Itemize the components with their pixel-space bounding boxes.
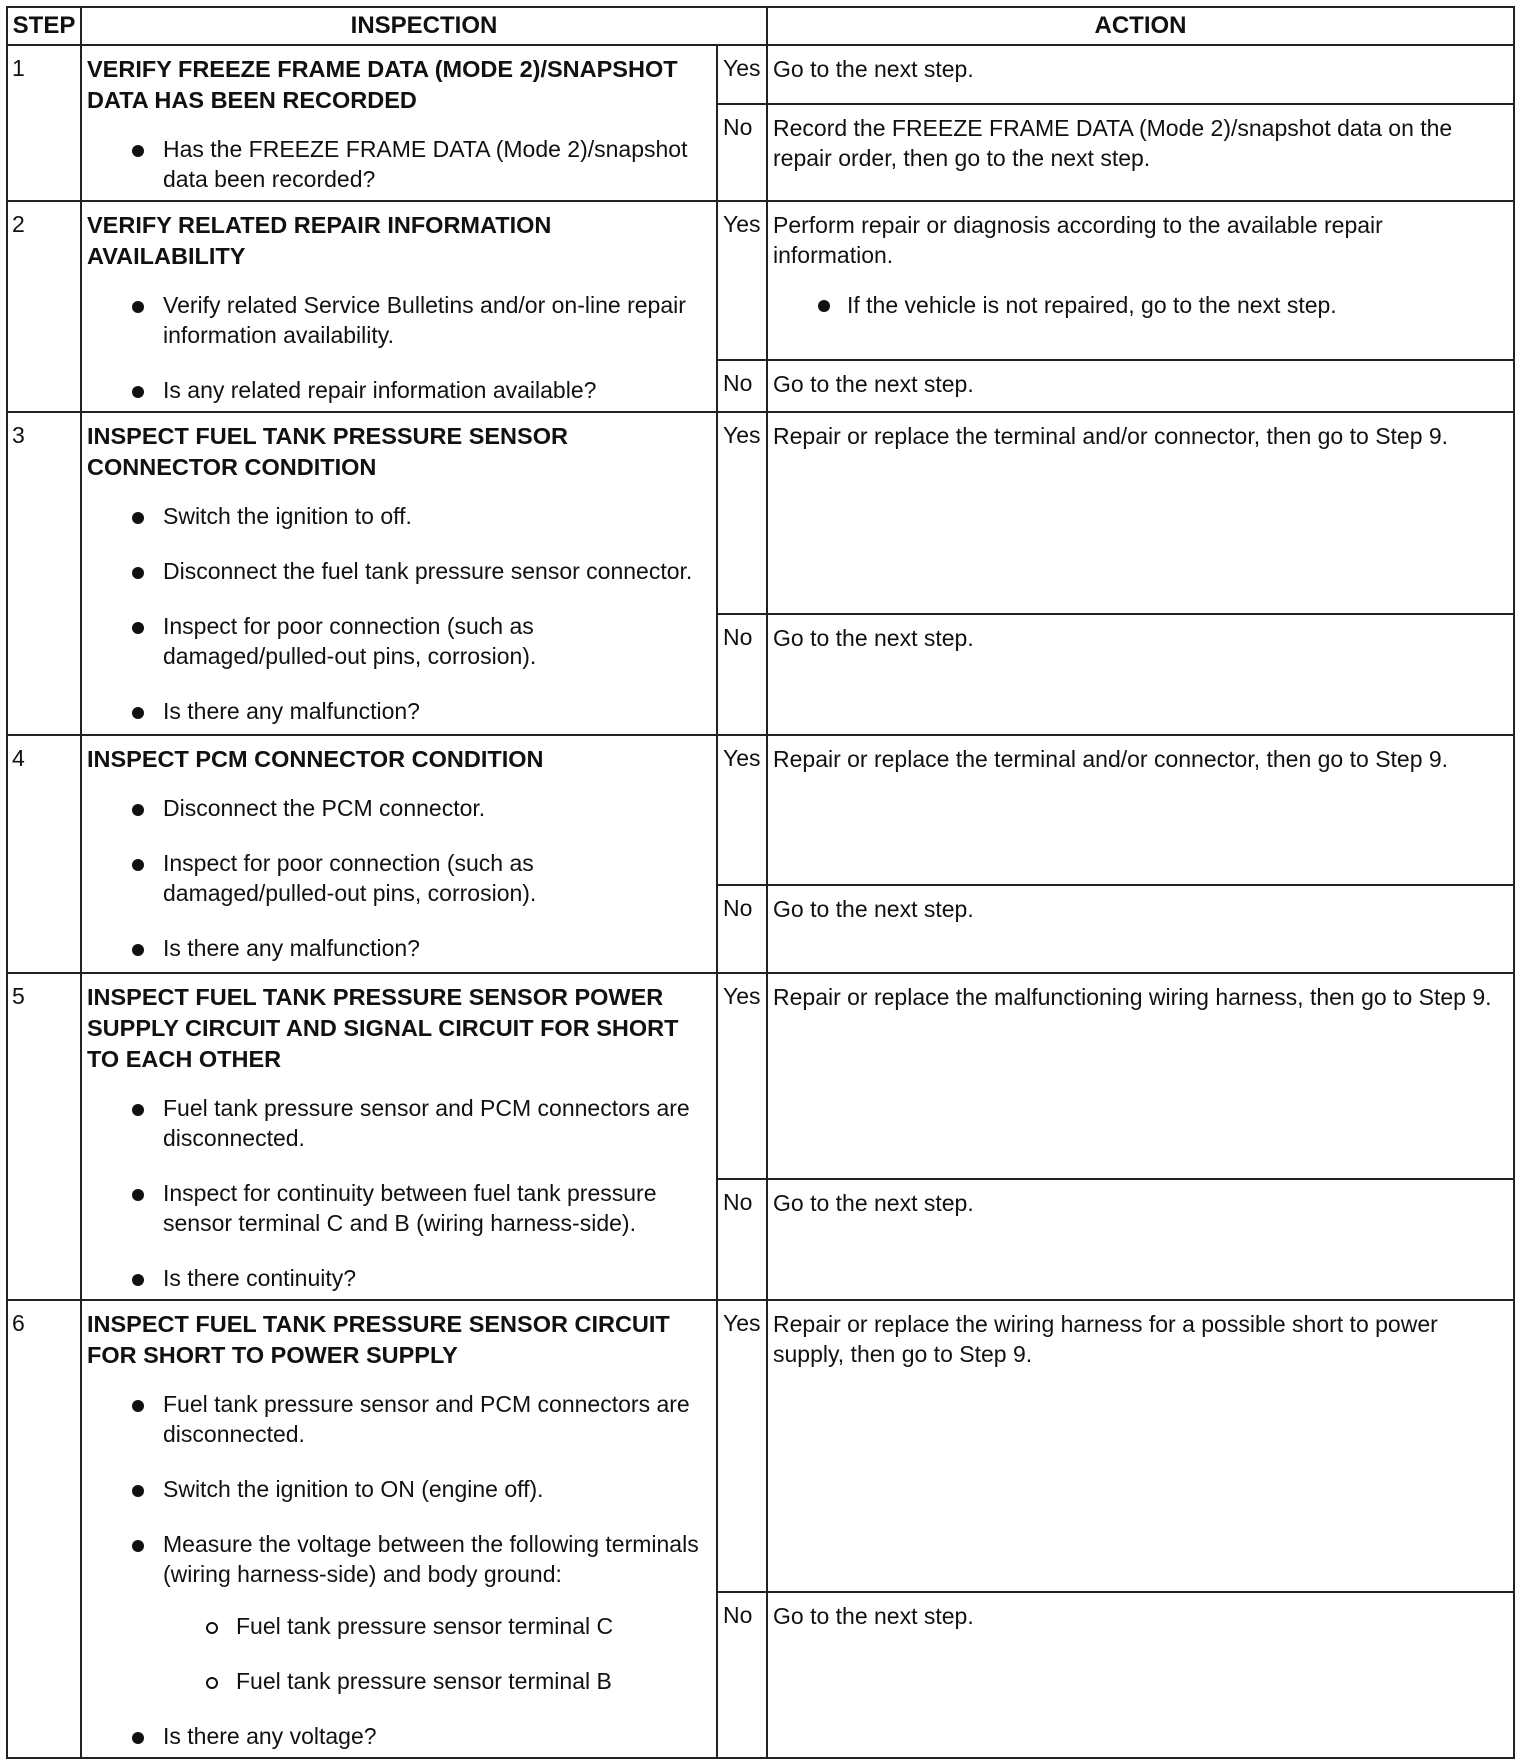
bullet-item: Is there continuity? <box>129 1263 702 1293</box>
no-action: Go to the next step. <box>767 614 1514 735</box>
step-number: 6 <box>7 1300 81 1758</box>
sub-bullet-item: Fuel tank pressure sensor terminal C <box>203 1611 702 1641</box>
step-number: 1 <box>7 45 81 201</box>
step-number: 4 <box>7 735 81 973</box>
bullet-item: Is there any malfunction? <box>129 933 702 963</box>
action-column-header: ACTION <box>767 7 1514 45</box>
no-label: No <box>717 1179 767 1300</box>
sub-bullet-item: Fuel tank pressure sensor terminal B <box>203 1666 702 1696</box>
yes-action: Repair or replace the malfunctioning wiring harness, then go to Step 9. <box>767 973 1514 1179</box>
sub-bullets <box>163 1611 702 1696</box>
step-title: INSPECT FUEL TANK PRESSURE SENSOR CIRCUIT FOR SHORT TO POWER SUPPLY <box>87 1311 670 1368</box>
yes-action-cell <box>767 201 1514 360</box>
step-title: VERIFY RELATED REPAIR INFORMATION AVAILABILITY <box>87 212 552 269</box>
no-label: No <box>717 360 767 412</box>
inspection-cell <box>81 201 717 412</box>
table-row <box>7 201 1514 360</box>
no-action: Go to the next step. <box>767 360 1514 412</box>
table-row <box>7 1300 1514 1592</box>
inspection-cell <box>81 973 717 1300</box>
inspection-cell <box>81 735 717 973</box>
inspection-bullets <box>87 1093 702 1293</box>
yes-label: Yes <box>717 973 767 1179</box>
bullet-item: Fuel tank pressure sensor and PCM connectors are disconnected. <box>129 1389 702 1449</box>
bullet-item: Is there any voltage? <box>129 1721 702 1751</box>
yes-label: Yes <box>717 412 767 614</box>
header-row <box>7 7 1514 45</box>
bullet-item: Switch the ignition to off. <box>129 501 702 531</box>
step-number: 2 <box>7 201 81 412</box>
action-bullets <box>773 290 1509 320</box>
bullet-item: Verify related Service Bulletins and/or on-line repair information availability. <box>129 290 702 350</box>
yes-label: Yes <box>717 1300 767 1592</box>
bullet-item: Disconnect the fuel tank pressure sensor connector. <box>129 556 702 586</box>
step-title: INSPECT FUEL TANK PRESSURE SENSOR CONNECTOR CONDITION <box>87 423 568 480</box>
no-action: Go to the next step. <box>767 1179 1514 1300</box>
inspection-cell <box>81 1300 717 1758</box>
step-number: 3 <box>7 412 81 735</box>
bullet-item: Is any related repair information available? <box>129 375 702 405</box>
bullet-item: Is there any malfunction? <box>129 696 702 726</box>
table-row <box>7 735 1514 885</box>
yes-action: Repair or replace the terminal and/or connector, then go to Step 9. <box>767 412 1514 614</box>
yes-action: Go to the next step. <box>767 45 1514 104</box>
no-label: No <box>717 885 767 973</box>
step-number: 5 <box>7 973 81 1300</box>
yes-action: Repair or replace the wiring harness for a possible short to power supply, then go to Step 9. <box>767 1300 1514 1592</box>
step-title: VERIFY FREEZE FRAME DATA (MODE 2)/SNAPSHOT DATA HAS BEEN RECORDED <box>87 56 678 113</box>
bullet-item: Disconnect the PCM connector. <box>129 793 702 823</box>
inspection-bullets <box>87 793 702 963</box>
bullet-item: Fuel tank pressure sensor and PCM connectors are disconnected. <box>129 1093 702 1153</box>
no-label: No <box>717 614 767 735</box>
yes-label: Yes <box>717 201 767 360</box>
inspection-bullets <box>87 1389 702 1751</box>
table-row <box>7 973 1514 1179</box>
bullet-item: Inspect for continuity between fuel tank pressure sensor terminal C and B (wiring harness-side). <box>129 1178 702 1238</box>
step-title: INSPECT PCM CONNECTOR CONDITION <box>87 746 544 772</box>
yes-label: Yes <box>717 735 767 885</box>
step-column-header: STEP <box>7 7 81 45</box>
inspection-bullets <box>87 501 702 726</box>
inspection-cell <box>81 45 717 201</box>
bullet-text: Measure the voltage between the following terminals (wiring harness-side) and body ground: <box>163 1531 699 1587</box>
yes-action: Perform repair or diagnosis according to the available repair information. <box>773 212 1383 268</box>
inspection-bullets <box>87 134 702 194</box>
diagnostic-procedure-table <box>6 6 1515 1759</box>
no-action: Go to the next step. <box>767 885 1514 973</box>
no-action: Go to the next step. <box>767 1592 1514 1758</box>
inspection-cell <box>81 412 717 735</box>
no-label: No <box>717 1592 767 1758</box>
bullet-item: Inspect for poor connection (such as damaged/pulled-out pins, corrosion). <box>129 848 702 908</box>
inspection-bullets <box>87 290 702 405</box>
bullet-item: Inspect for poor connection (such as damaged/pulled-out pins, corrosion). <box>129 611 702 671</box>
action-bullet-item: If the vehicle is not repaired, go to the next step. <box>815 290 1509 320</box>
bullet-item-with-subitems <box>129 1529 702 1696</box>
inspection-column-header: INSPECTION <box>81 7 767 45</box>
bullet-item: Switch the ignition to ON (engine off). <box>129 1474 702 1504</box>
table-row <box>7 412 1514 614</box>
no-label: No <box>717 104 767 201</box>
no-action: Record the FREEZE FRAME DATA (Mode 2)/snapshot data on the repair order, then go to the next step. <box>767 104 1514 201</box>
table-row <box>7 45 1514 104</box>
step-title: INSPECT FUEL TANK PRESSURE SENSOR POWER SUPPLY CIRCUIT AND SIGNAL CIRCUIT FOR SHORT TO EACH OTHER <box>87 984 679 1072</box>
yes-action: Repair or replace the terminal and/or connector, then go to Step 9. <box>767 735 1514 885</box>
bullet-item: Has the FREEZE FRAME DATA (Mode 2)/snapshot data been recorded? <box>129 134 702 194</box>
yes-label: Yes <box>717 45 767 104</box>
